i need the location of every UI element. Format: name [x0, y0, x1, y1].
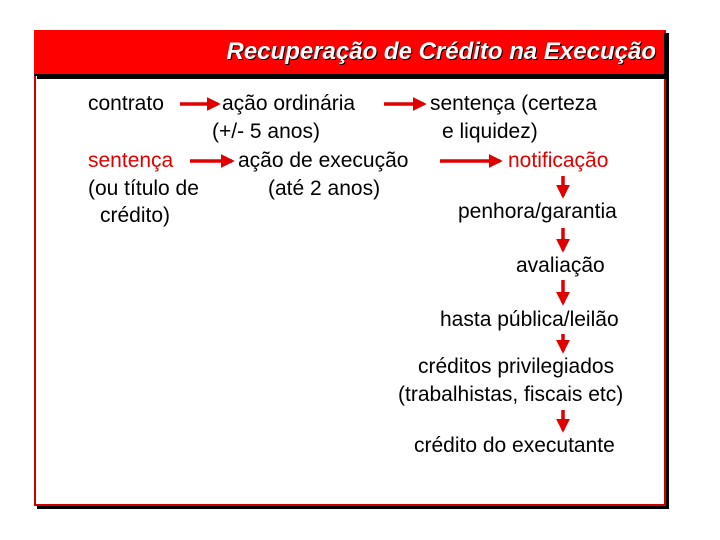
- avaliacao-label: avaliação: [516, 254, 605, 277]
- hasta-publica-label: hasta pública/leilão: [440, 308, 619, 331]
- sentenca-certeza-line2: e liquidez): [442, 120, 538, 143]
- slide-title: Recuperação de Crédito na Execução: [226, 38, 656, 65]
- acao-execucao-label: ação de execução: [238, 149, 409, 172]
- acao-ordinaria-label: ação ordinária: [222, 92, 356, 115]
- penhora-label: penhora/garantia: [458, 200, 617, 223]
- contrato-label: contrato: [88, 92, 164, 115]
- creditos-privilegiados-line2: (trabalhistas, fiscais etc): [398, 383, 624, 406]
- prazo-execucao-label: (até 2 anos): [268, 177, 381, 200]
- creditos-privilegiados-line1: créditos privilegiados: [418, 355, 615, 378]
- titulo-credito-line1: (ou título de: [88, 177, 199, 200]
- prazo-ordinaria-label: (+/- 5 anos): [212, 120, 320, 143]
- sentenca-certeza-line1: sentença (certeza: [430, 92, 597, 115]
- notificacao-label: notificação: [508, 149, 609, 172]
- sentenca-label: sentença: [88, 149, 174, 172]
- credito-executante-label: crédito do executante: [414, 434, 615, 457]
- titulo-credito-line2: crédito): [100, 204, 171, 227]
